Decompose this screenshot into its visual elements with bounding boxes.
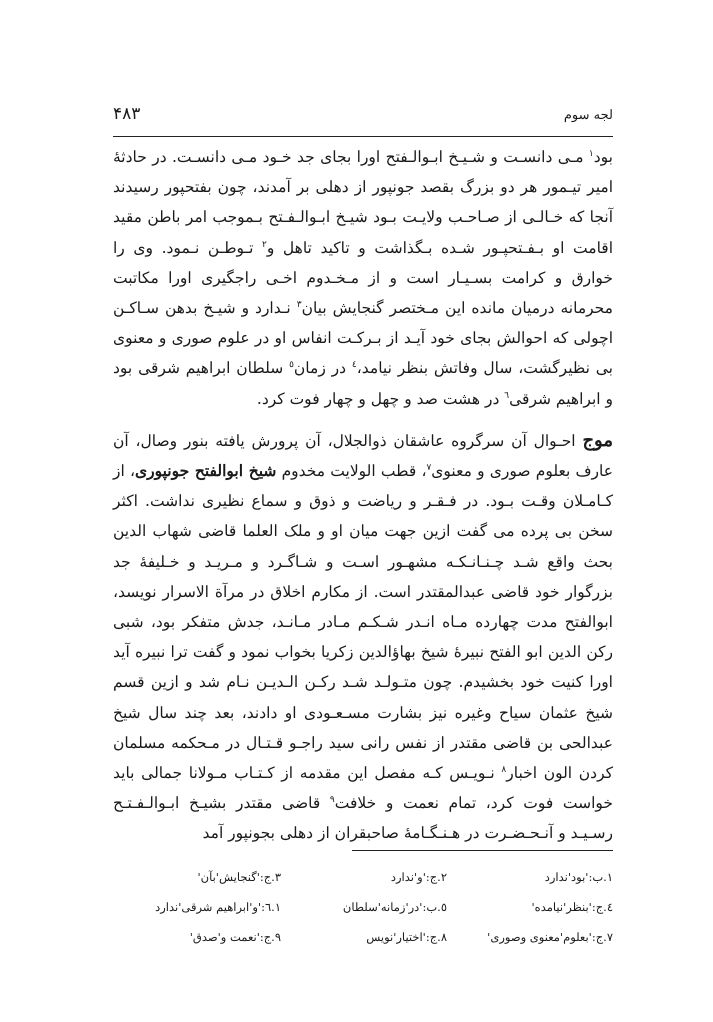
- footnote-row: [113, 862, 613, 892]
- text-run: قاضی مقتدر بشیـخ ابـوالـفـتـح رسـیـد و آنـحـضـرت در هـنـگـامهٔ صاحبقران از دهلی بجونپور آمد: [113, 794, 613, 843]
- footnote-ref-4: ٤: [351, 360, 357, 371]
- paragraph-1: [113, 142, 613, 414]
- paragraph-2: [113, 426, 613, 849]
- footnote-ref-6: ٦: [504, 390, 510, 401]
- footnote: ۱.٦:'و'ابراهیم شرقی'ندارد: [155, 900, 281, 914]
- footnote-ref-5: ٥: [289, 360, 294, 371]
- footnote: ۷.ج:'بعلوم'معنوی وصوری': [487, 930, 613, 944]
- text-run: تـوطـن نـمود. وی را خوارق و کرامت بسـیـار است و از مـخـدوم اخـی راجگیری اورا مکاتبت محرمانه درمیان مانده این مـختصر گنجایش بیان: [113, 238, 613, 318]
- footnote-ref-9: ۹: [329, 795, 335, 806]
- footnote-ref-2: ۲: [262, 239, 267, 250]
- text-run: سلطان ابراهیم شرقی بود و ابراهیم شرقی: [113, 359, 613, 408]
- main-text: [113, 142, 613, 849]
- footnote-ref-3: ۳: [296, 299, 302, 310]
- bold-name: شیخ ابوالفتح جونپوری: [135, 461, 277, 481]
- footnote: ۳.ج:'گنجایش'بآن': [197, 870, 281, 884]
- text-run: احـوال آن سرگروه عاشقان ذوالجلال، آن پرورش یافته بنور وصال، آن عارف بعلوم صوری و معنوی: [113, 431, 613, 481]
- footnote: ۲.ج:'و'ندارد: [390, 870, 447, 884]
- footnote-ref-1: ۱: [588, 148, 594, 159]
- footnote: ٤.ج:'بنظر'نیامده': [531, 900, 613, 914]
- section-title: لجه سوم: [563, 108, 613, 123]
- section-lead-word: موج: [582, 429, 613, 451]
- footnote-ref-7: ۷: [426, 462, 432, 473]
- text-run: ، قطب الولایت مخدوم: [276, 462, 427, 481]
- footnote: ۱.ب:'بود'ندارد: [544, 870, 613, 884]
- footnote-rule: [352, 850, 613, 851]
- footnotes: [113, 862, 613, 952]
- text-run: بود: [593, 148, 613, 166]
- text-run: مـی دانسـت و شـیـخ ابـوالـفتح اورا بجای جد خـود مـی دانسـت. در حادثهٔ امیر تیـمور هر دو بزرگ بقصد جونپور از دهلی بر آمدند، چون بفتحپور رسیدند آنجا که خـالـی از صـاحـب ولایـت بـود شیـخ ابـوالـفـتح بـموجب امر باطن مقید اقامت او بـفـتحپـور شـده بـگذاشت و تاکید تاهل و: [113, 148, 614, 257]
- text-run: ، از کـامـلان وقـت بـود. در فـقـر و ریاضت و ذوق و سماع نظیری نداشت. اکثر سخن بی پرده می گفت ازین جهت میان او و ملک العلما قاضی شهاب الدین بحث واقع شـد چـنـانـکـه مشهـور اسـت و شـاگـرد و مـریـد و خـلیفهٔ جد بزرگوار خود قاضی عبدالمقتدر است. از مکارم اخلاق در مرآة الاسرار نویسد، ابوالفتح مدت چهارده مـاه انـدر شـکـم مـادر مـانـد، جدش متفکر بود، شبی رکن الدین ابو الفتح نبیرهٔ شیخ بهاؤالدین زکریا بخواب نمود و گفت ترا نبیره آید اورا کنیت خود بخشیدم. چون متـولـد شـد رکـن الـدیـن نـام شد و ازین قسم شیخ عثمان سیاح وغیره نیز بشارت مسـعـودی او دادند، بعد چند سال شیخ عبدالحی بن قاضی مقتدر از نفس رانی سید راجـو قـتـال در مـحکمه مسلمان کردن الون اخبار: [113, 462, 613, 783]
- footnote: ۹.ج:'نعمت و'صدق': [189, 930, 281, 944]
- footnote-row: [113, 922, 613, 952]
- footnote-row: [113, 892, 613, 922]
- page-number: ۴۸۳: [113, 104, 141, 124]
- footnote-ref-8: ۸: [501, 764, 507, 775]
- header-rule: [113, 136, 613, 137]
- footnote: ٥.ب:'در'زمانه'سلطان: [342, 900, 447, 914]
- footnote: ۸.ج:'اختیار'نویس: [366, 930, 447, 944]
- text-run: نـویـس کـه مفصل این مقدمه از کـتـاب مـولانا جمالی باید خواست فوت کرد، تمام نعمت و خلافت: [113, 764, 613, 813]
- text-run: در هشت صد و چهل و چهار فوت کرد.: [256, 389, 505, 408]
- text-run: در زمان: [293, 359, 352, 378]
- text-run: نـدارد و شیـخ بدهن سـاکـن اچولی که احوالش بجای خود آیـد از بـرکـت انفاس او در علوم صوری و معنوی بی نظیرگشت، سال وفاتش بنظر نیامد،: [113, 299, 613, 378]
- running-header: [113, 104, 613, 136]
